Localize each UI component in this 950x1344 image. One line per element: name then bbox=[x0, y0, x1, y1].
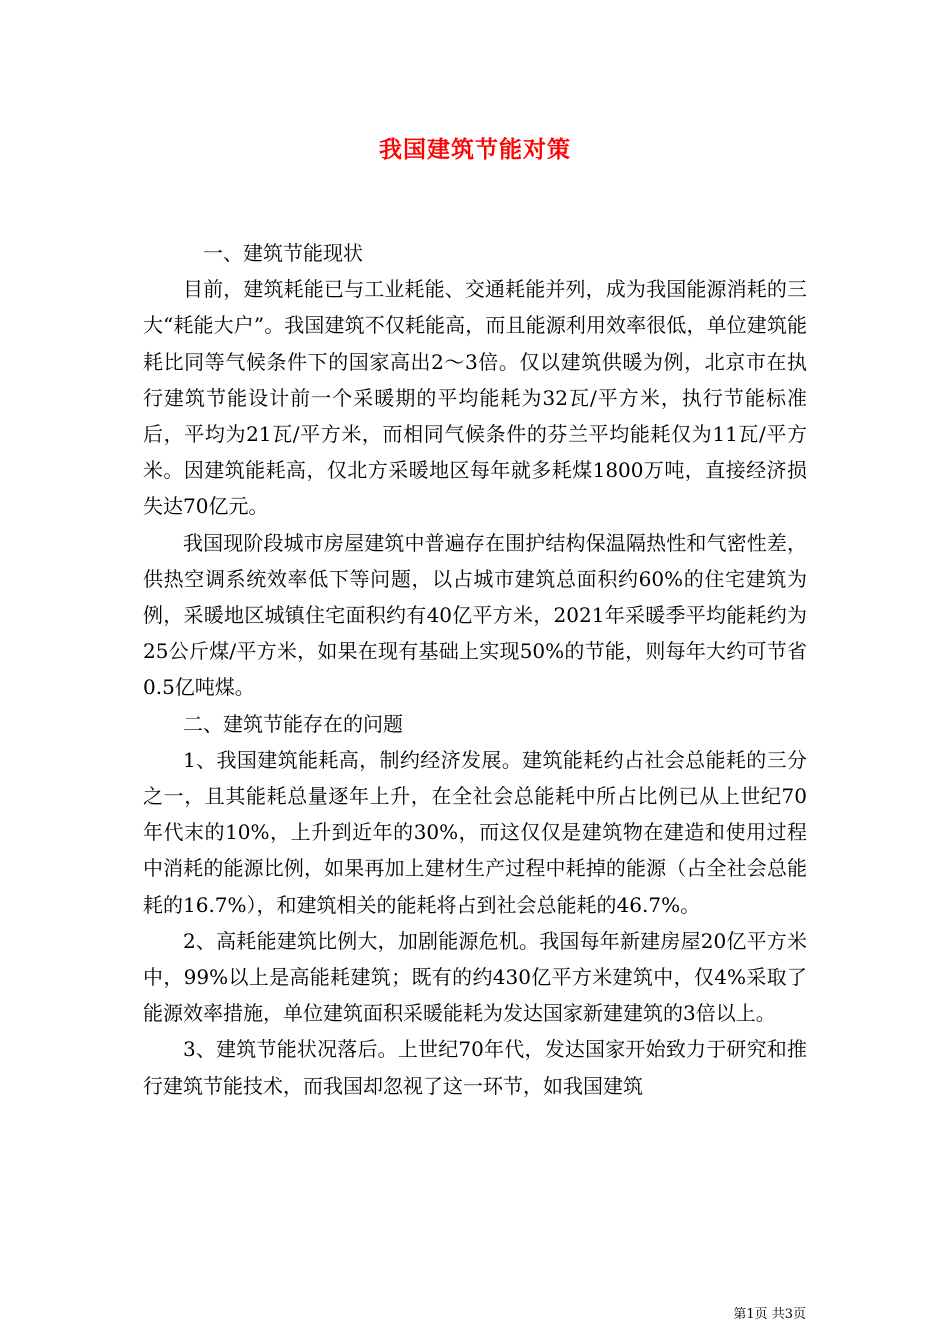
paragraph: 3、建筑节能状况落后。上世纪70年代，发达国家开始致力于研究和推行建筑节能技术，而我国却忽视了这一环节，如我国建筑 bbox=[143, 1037, 807, 1098]
document-title: 我国建筑节能对策 bbox=[379, 136, 571, 163]
section-heading: 二、建筑节能存在的问题 bbox=[183, 711, 403, 736]
paragraph: 1、我国建筑能耗高，制约经济发展。建筑能耗约占社会总能耗的三分之一，且其能耗总量逐年上升，在全社会总能耗中所占比例已从上世纪70年代末的10%，上升到近年的30%，而这仅仅是建筑物在建造和使用过程中消耗的能源比例，如果再加上建材生产过程中耗掉的能源（占全社会总能耗的16.7%），和建筑相关的能耗将占到社会总能耗的46.7%。 bbox=[143, 747, 807, 917]
paragraph: 我国现阶段城市房屋建筑中普遍存在围护结构保温隔热性和气密性差，供热空调系统效率低下等问题，以占城市建筑总面积约60%的住宅建筑为例，采暖地区城镇住宅面积约有40亿平方米，2021年采暖季平均能耗约为25公斤煤/平方米，如果在现有基础上实现50%的节能，则每年大约可节省0.5亿吨煤。 bbox=[143, 530, 807, 700]
page-number: 第1页 共3页 bbox=[733, 1307, 806, 1322]
paragraph: 目前，建筑耗能已与工业耗能、交通耗能并列，成为我国能源消耗的三大“耗能大户”。我国建筑不仅耗能高，而且能源利用效率很低，单位建筑能耗比同等气候条件下的国家高出2～3倍。仅以建筑供暖为例，北京市在执行建筑节能设计前一个采暖期的平均能耗为32瓦/平方米，执行节能标准后，平均为21瓦/平方米，而相同气候条件的芬兰平均能耗仅为11瓦/平方米。因建筑能耗高，仅北方采暖地区每年就多耗煤1800万吨，直接经济损失达70亿元。 bbox=[143, 277, 807, 519]
section-heading: 一、建筑节能现状 bbox=[203, 241, 363, 265]
paragraph: 2、高耗能建筑比例大，加剧能源危机。我国每年新建房屋20亿平方米中，99%以上是高能耗建筑；既有的约430亿平方米建筑中，仅4%采取了能源效率措施，单位建筑面积采暖能耗为发达国家新建建筑的3倍以上。 bbox=[143, 928, 807, 1026]
document-body bbox=[143, 235, 807, 1104]
